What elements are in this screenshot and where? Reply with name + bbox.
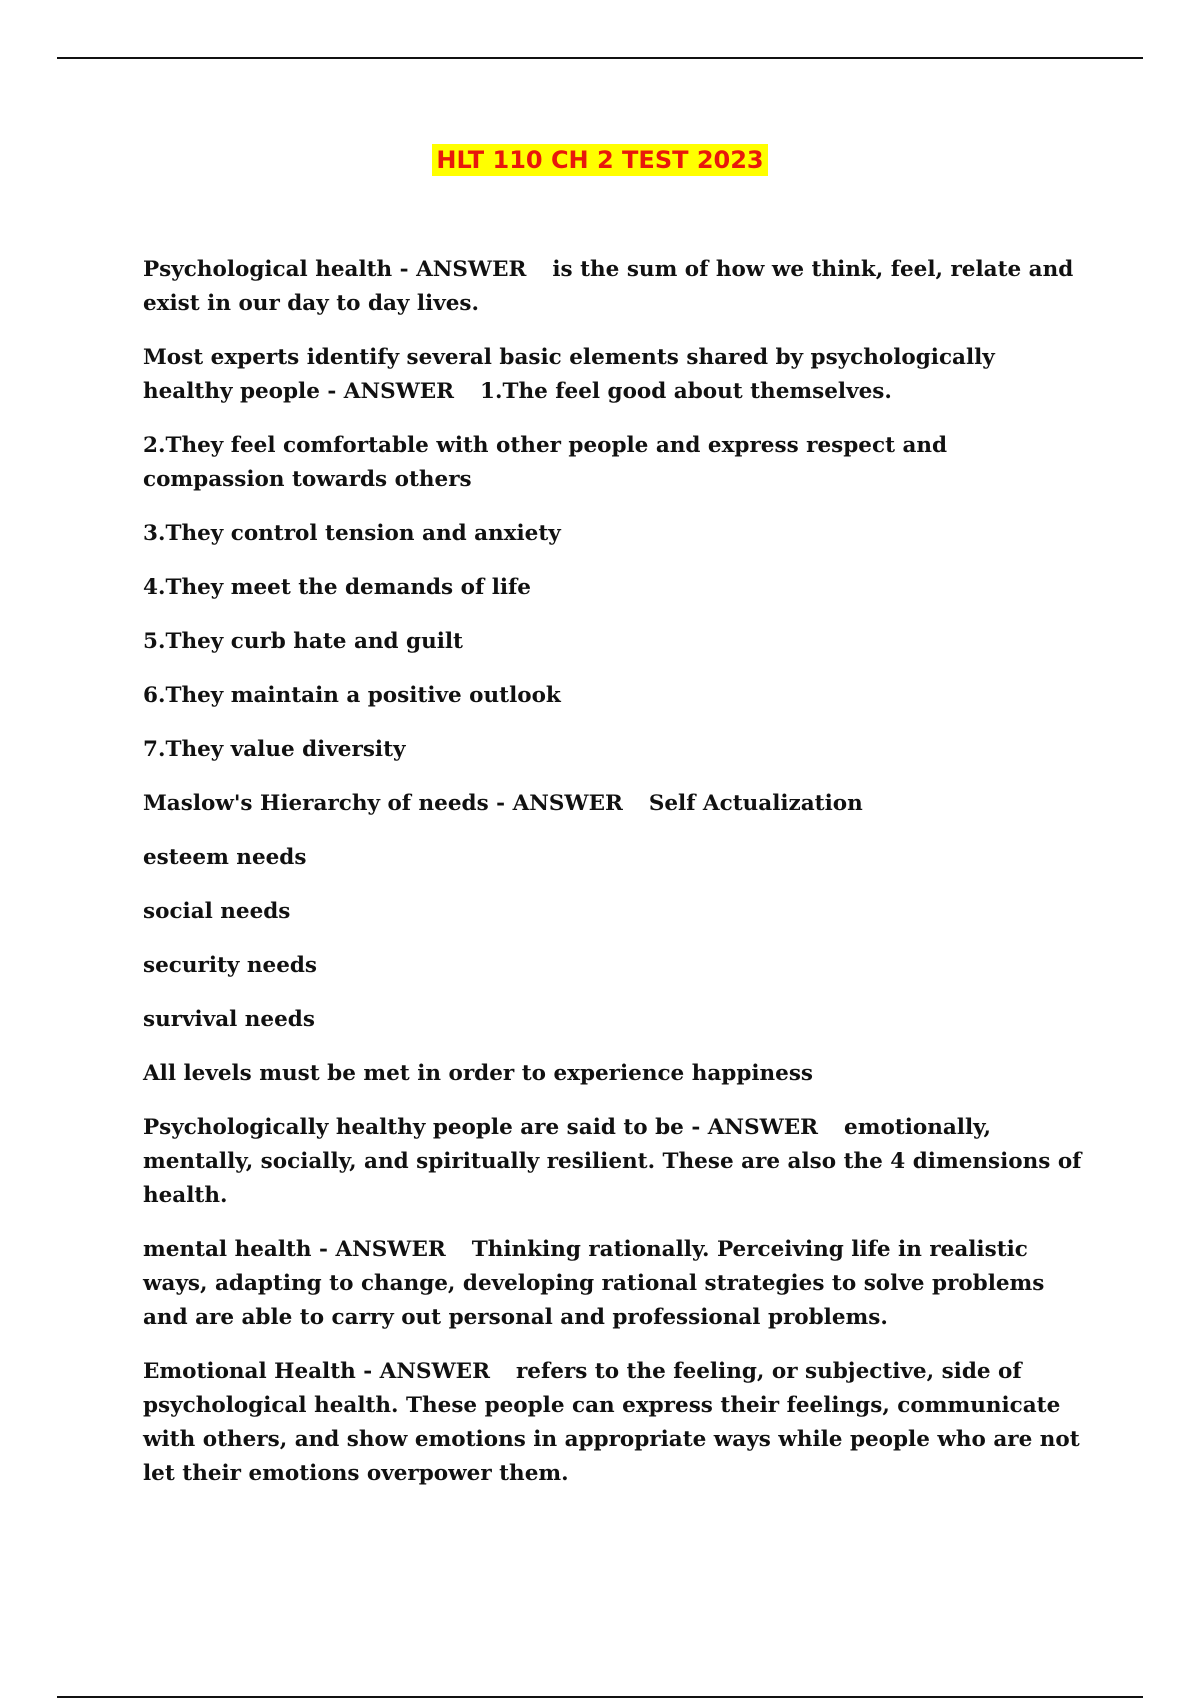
qa-paragraph [143, 1355, 1088, 1491]
bottom-rule [57, 1696, 1143, 1698]
list-paragraph [143, 1057, 1088, 1091]
qa-paragraph [143, 1233, 1088, 1335]
qa-paragraph [143, 1111, 1088, 1213]
answer-text: security needs [143, 953, 318, 978]
question-text: mental health - ANSWER [143, 1237, 446, 1262]
answer-text: All levels must be met in order to experience happiness [143, 1061, 814, 1086]
answer-text: social needs [143, 899, 291, 924]
answer-text: 3.They control tension and anxiety [143, 521, 561, 546]
question-text: Emotional Health - ANSWER [143, 1359, 490, 1384]
list-paragraph [143, 895, 1088, 929]
list-paragraph [143, 679, 1088, 713]
question-text: Maslow's Hierarchy of needs - ANSWER [143, 791, 623, 816]
list-paragraph [143, 949, 1088, 983]
answer-text: Thinking rationally. Perceiving life in realistic ways, adapting to change, developing rational strategies to solve problems and are able to carry out personal and professional problems. [143, 1237, 1052, 1330]
list-paragraph [143, 733, 1088, 767]
list-paragraph [143, 1003, 1088, 1037]
answer-text: refers to the feeling, or subjective, side of psychological health. These people can express their feelings, communicate with others, and show emotions in appropriate ways while people who are not let their emotions overpower them. [143, 1359, 1088, 1486]
answer-text: 5.They curb hate and guilt [143, 629, 463, 654]
answer-text: 6.They maintain a positive outlook [143, 683, 561, 708]
question-text: Psychologically healthy people are said to be - ANSWER [143, 1115, 819, 1140]
list-paragraph [143, 841, 1088, 875]
question-text: Psychological health - ANSWER [143, 257, 527, 282]
question-text: Most experts identify several basic elements shared by psychologically healthy people - ANSWER [143, 345, 1003, 404]
answer-text: 2.They feel comfortable with other people and express respect and compassion towards others [143, 433, 955, 492]
qa-paragraph [143, 787, 1088, 821]
document-title: HLT 110 CH 2 TEST 2023 [432, 144, 767, 176]
answer-text: is the sum of how we think, feel, relate and exist in our day to day lives. [143, 257, 1081, 316]
answer-text: emotionally, mentally, socially, and spiritually resilient. These are also the 4 dimensions of health. [143, 1115, 1089, 1208]
answer-text: 7.They value diversity [143, 737, 406, 762]
answer-text: esteem needs [143, 845, 307, 870]
answer-text: 4.They meet the demands of life [143, 575, 531, 600]
list-paragraph [143, 625, 1088, 659]
answer-text: survival needs [143, 1007, 315, 1032]
qa-paragraph [143, 253, 1088, 321]
list-paragraph [143, 571, 1088, 605]
qa-paragraph [143, 341, 1088, 409]
list-paragraph [143, 517, 1088, 551]
answer-text: 1.The feel good about themselves. [480, 379, 892, 404]
answer-text: Self Actualization [648, 791, 863, 816]
list-paragraph [143, 429, 1088, 497]
document-body [143, 253, 1088, 1511]
top-rule [57, 57, 1143, 59]
title-container [0, 144, 1200, 176]
